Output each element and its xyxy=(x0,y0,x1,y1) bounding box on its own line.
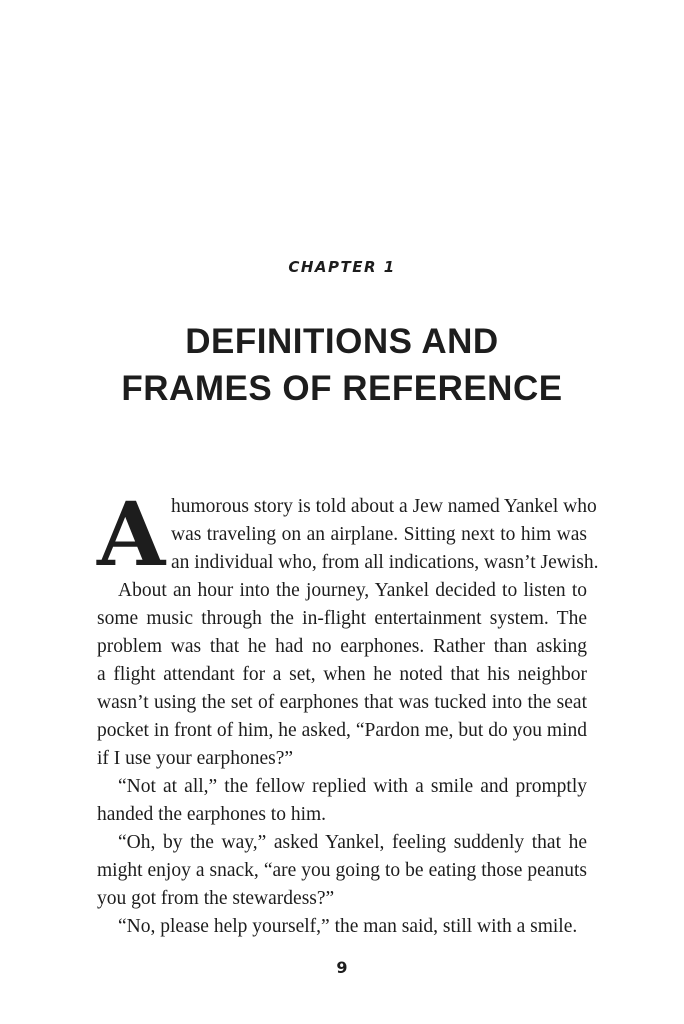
chapter-title-line-1: DEFINITIONS AND xyxy=(185,322,499,361)
body-line: some music through the in-flight entertainment system. The xyxy=(97,608,587,629)
body-line: “Oh, by the way,” asked Yankel, feeling suddenly that he xyxy=(118,832,587,853)
page-number: 9 xyxy=(336,958,348,977)
body-line: “No, please help yourself,” the man said, still with a smile. xyxy=(118,916,578,937)
body-line: pocket in front of him, he asked, “Pardon me, but do you mind xyxy=(97,720,587,741)
drop-cap: A xyxy=(97,482,166,586)
body-line: was traveling on an airplane. Sitting next to him was xyxy=(171,524,587,545)
body-line: “Not at all,” the fellow replied with a smile and promptly xyxy=(118,776,587,797)
body-line: wasn’t using the set of earphones that was tucked into the seat xyxy=(97,692,587,713)
body-line: problem was that he had no earphones. Rather than asking xyxy=(97,636,587,657)
body-line: if I use your earphones?” xyxy=(97,748,293,769)
body-line: an individual who, from all indications, wasn’t Jewish. xyxy=(171,552,599,573)
body-line: About an hour into the journey, Yankel decided to listen to xyxy=(118,580,587,601)
body-line: might enjoy a snack, “are you going to be eating those peanuts xyxy=(97,860,587,881)
body-line: a flight attendant for a set, when he noted that his neighbor xyxy=(97,664,587,685)
body-line: humorous story is told about a Jew named Yankel who xyxy=(171,496,597,517)
body-line: handed the earphones to him. xyxy=(97,804,327,825)
chapter-label: CHAPTER 1 xyxy=(288,258,396,276)
body-line: you got from the stewardess?” xyxy=(97,888,335,909)
chapter-title-line-2: FRAMES OF REFERENCE xyxy=(121,369,563,408)
chapter-title xyxy=(0,318,684,412)
